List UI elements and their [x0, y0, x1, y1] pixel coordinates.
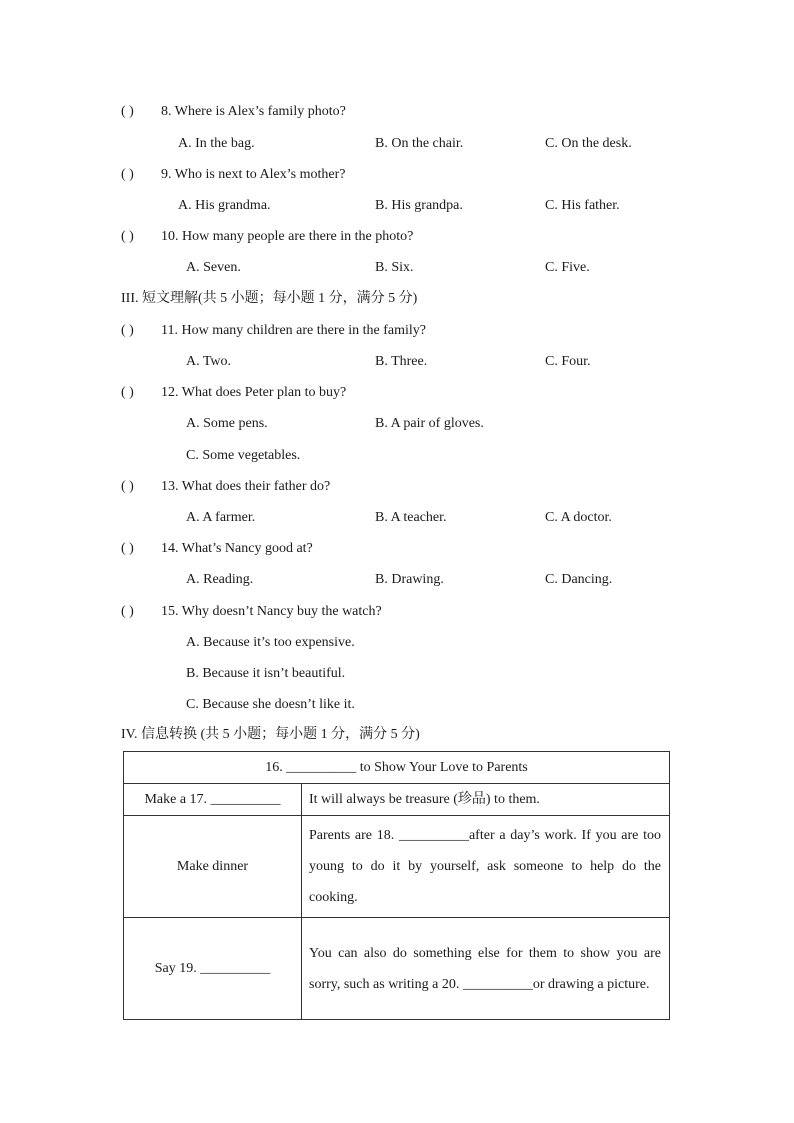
table-cell-left: Make a 17. __________: [124, 784, 302, 816]
question-stem: 12. What does Peter plan to buy?: [161, 385, 347, 400]
table-cell-right: You can also do something else for them to show you are sorry, such as writing a 20. __________or drawing a picture.: [302, 918, 670, 1020]
option-b: B. Three.: [375, 354, 428, 369]
answer-bracket[interactable]: ( ): [121, 323, 134, 338]
option-c: C. Five.: [545, 260, 590, 275]
option-b: B. Because it isn’t beautiful.: [186, 666, 346, 681]
question-stem: 15. Why doesn’t Nancy buy the watch?: [161, 604, 382, 619]
table-cell-right: It will always be treasure (珍品) to them.: [302, 784, 670, 816]
option-a: A. Reading.: [186, 572, 254, 587]
table-row: [124, 918, 670, 1020]
option-a: A. Some pens.: [186, 416, 268, 431]
option-a: A. A farmer.: [186, 510, 256, 525]
option-c: C. Because she doesn’t like it.: [186, 697, 355, 712]
question-stem: 9. Who is next to Alex’s mother?: [161, 167, 346, 182]
table-header-row: [124, 752, 670, 784]
question-stem: 8. Where is Alex’s family photo?: [161, 104, 346, 119]
option-c: C. His father.: [545, 198, 620, 213]
option-a: A. Two.: [186, 354, 232, 369]
question-stem: 13. What does their father do?: [161, 479, 331, 494]
answer-bracket[interactable]: ( ): [121, 479, 134, 494]
answer-bracket[interactable]: ( ): [121, 385, 134, 400]
option-a: A. His grandma.: [178, 198, 271, 213]
option-c: C. Dancing.: [545, 572, 613, 587]
option-a: A. Seven.: [186, 260, 241, 275]
table-cell-left: Say 19. __________: [124, 918, 302, 1020]
question-stem: 14. What’s Nancy good at?: [161, 541, 313, 556]
answer-bracket[interactable]: ( ): [121, 104, 134, 119]
answer-bracket[interactable]: ( ): [121, 541, 134, 556]
table-row: [124, 784, 670, 816]
option-b: B. A pair of gloves.: [375, 416, 484, 431]
option-b: B. On the chair.: [375, 136, 464, 151]
info-transfer-table: [123, 751, 670, 1020]
answer-bracket[interactable]: ( ): [121, 167, 134, 182]
table-row: [124, 816, 670, 918]
answer-bracket[interactable]: ( ): [121, 604, 134, 619]
table-cell-left: Make dinner: [124, 816, 302, 918]
option-b: B. A teacher.: [375, 510, 447, 525]
option-a: A. Because it’s too expensive.: [186, 635, 355, 650]
section-four-heading: IV. 信息转换 (共 5 小题；每小题 1 分，满分 5 分): [121, 727, 420, 742]
section-three-heading: III. 短文理解(共 5 小题；每小题 1 分，满分 5 分): [121, 291, 418, 306]
question-stem: 10. How many people are there in the photo?: [161, 229, 414, 244]
option-a: A. In the bag.: [178, 136, 255, 151]
question-stem: 11. How many children are there in the family?: [161, 323, 426, 338]
option-c: C. Some vegetables.: [186, 448, 301, 463]
option-b: B. His grandpa.: [375, 198, 463, 213]
option-c: C. A doctor.: [545, 510, 612, 525]
option-b: B. Drawing.: [375, 572, 444, 587]
table-cell-right: Parents are 18. __________after a day’s work. If you are too young to do it by yourself, ask someone to help do the cooking.: [302, 816, 670, 918]
table-title: 16. __________ to Show Your Love to Parents: [124, 752, 670, 784]
option-c: C. Four.: [545, 354, 591, 369]
answer-bracket[interactable]: ( ): [121, 229, 134, 244]
option-c: C. On the desk.: [545, 136, 632, 151]
option-b: B. Six.: [375, 260, 414, 275]
